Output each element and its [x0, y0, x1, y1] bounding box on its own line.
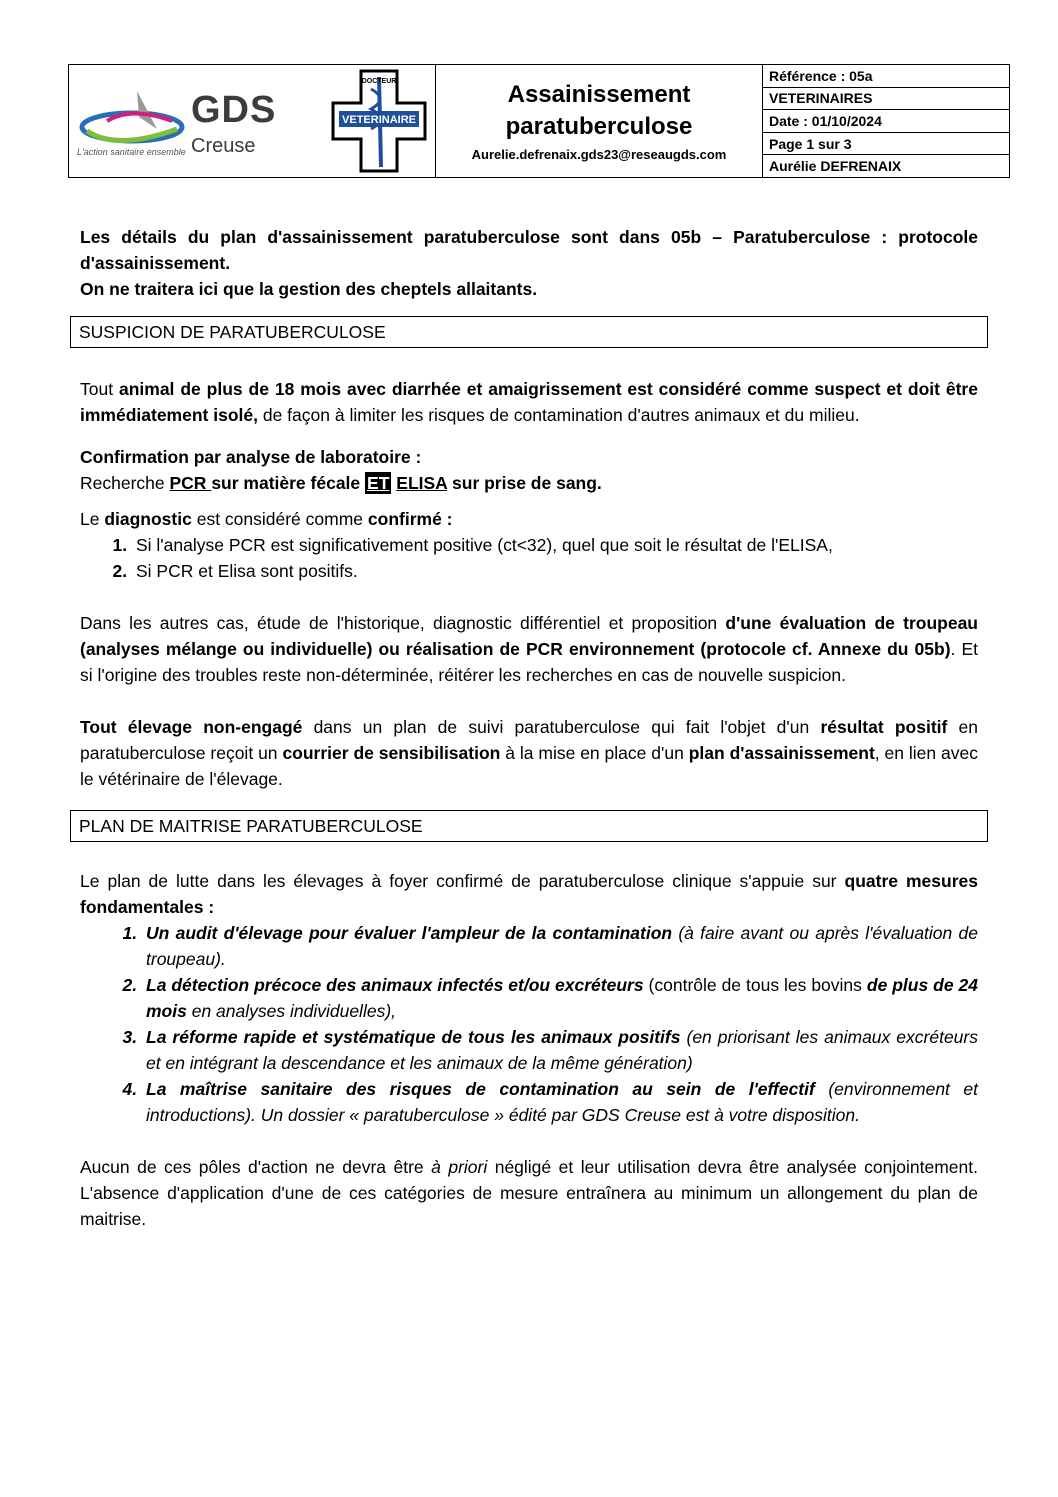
list-item: 1. Un audit d'élevage pour évaluer l'ampleur de la contamination (à faire avant ou après l'évaluation de troupeau).	[142, 920, 978, 972]
measures-list	[80, 920, 978, 1128]
gds-slogan: L'action sanitaire ensemble	[77, 147, 186, 157]
author-field: Aurélie DEFRENAIX	[769, 158, 902, 175]
list-item: 1. Si l'analyse PCR est significativement positive (ct<32), quel que soit le résultat de l'ELISA,	[132, 532, 978, 558]
gds-logo-subtext: Creuse	[191, 135, 256, 157]
confirmation-line: Recherche PCR sur matière fécale ET ELISA sur prise de sang.	[80, 473, 602, 493]
page-number-field: Page 1 sur 3	[763, 133, 1009, 156]
list-item: 2. La détection précoce des animaux infectés et/ou excréteurs (contrôle de tous les bovins de plus de 24 mois en analyses individuelles),	[142, 972, 978, 1024]
document-title-line1: Assainissement	[507, 81, 691, 108]
header-title-cell	[436, 65, 763, 177]
veterinaire-cross-icon	[331, 69, 427, 173]
header-meta	[763, 65, 1009, 177]
date-field: Date : 01/10/2024	[763, 110, 1009, 133]
vet-logo-top-text: DOCTEUR	[361, 78, 397, 85]
document-body	[80, 224, 978, 1232]
document-header	[68, 64, 1010, 178]
header-logos	[69, 65, 436, 177]
diagnostic-list	[80, 532, 978, 584]
author-email[interactable]: Aurelie.defrenaix.gds23@reseaugds.com	[471, 147, 727, 162]
plan-intro-paragraph: Le plan de lutte dans les élevages à foyer confirmé de paratuberculose clinique s'appuie sur quatre mesures fondamentales :	[80, 871, 978, 917]
confirmation-title: Confirmation par analyse de laboratoire :	[80, 447, 422, 467]
conclusion-paragraph: Aucun de ces pôles d'action ne devra être à priori négligé et leur utilisation devra être analysée conjointement. L'absence d'application d'une de ces catégories de mesure entraînera au minimum un allongement du plan de maitrise.	[80, 1157, 978, 1229]
diagnostic-intro: Le diagnostic est considéré comme confirmé :	[80, 509, 453, 529]
vet-logo-main-text: VETERINAIRE	[342, 114, 416, 126]
list-item: 4. La maîtrise sanitaire des risques de contamination au sein de l'effectif (environnement et introductions). Un dossier « paratuberculose » édité par GDS Creuse est à votre disposition.	[142, 1076, 978, 1128]
non-engaged-paragraph: Tout élevage non-engagé dans un plan de suivi paratuberculose qui fait l'objet d'un résultat positif en paratuberculose reçoit un courrier de sensibilisation à la mise en place d'un plan d'assainissement, en lien avec le vétérinaire de l'élevage.	[80, 717, 979, 789]
audience-field: VETERINAIRES	[763, 88, 1009, 111]
document-title-line2: paratuberculose	[505, 113, 693, 140]
suspicion-paragraph: Tout animal de plus de 18 mois avec diarrhée et amaigrissement est considéré comme suspect et doit être immédiatement isolé, de façon à limiter les risques de contamination d'autres animaux et du milieu.	[80, 379, 978, 425]
section-heading-suspicion: SUSPICION DE PARATUBERCULOSE	[70, 316, 988, 348]
section-heading-plan: PLAN DE MAITRISE PARATUBERCULOSE	[70, 810, 988, 842]
list-item: 3. La réforme rapide et systématique de tous les animaux positifs (en priorisant les animaux excréteurs et en intégrant la descendance et les animaux de la même génération)	[142, 1024, 978, 1076]
intro-line2: On ne traitera ici que la gestion des cheptels allaitants.	[80, 279, 538, 299]
et-highlight: ET	[367, 473, 390, 493]
list-item: 2. Si PCR et Elisa sont positifs.	[132, 558, 978, 584]
other-cases-paragraph: Dans les autres cas, étude de l'historique, diagnostic différentiel et proposition d'une évaluation de troupeau (analyses mélange ou individuelle) ou réalisation de PCR environnement (protocole cf. Annexe du 05b). Et si l'origine des troubles reste non-déterminée, réitérer les recherches en cas de nouvelle suspicion.	[80, 613, 978, 685]
intro-line1: Les détails du plan d'assainissement paratuberculose sont dans 05b – Paratuberculose : protocole d'assainissement.	[80, 227, 978, 273]
reference-field: Référence : 05a	[763, 65, 1009, 88]
gds-logo-text: GDS	[191, 89, 277, 131]
